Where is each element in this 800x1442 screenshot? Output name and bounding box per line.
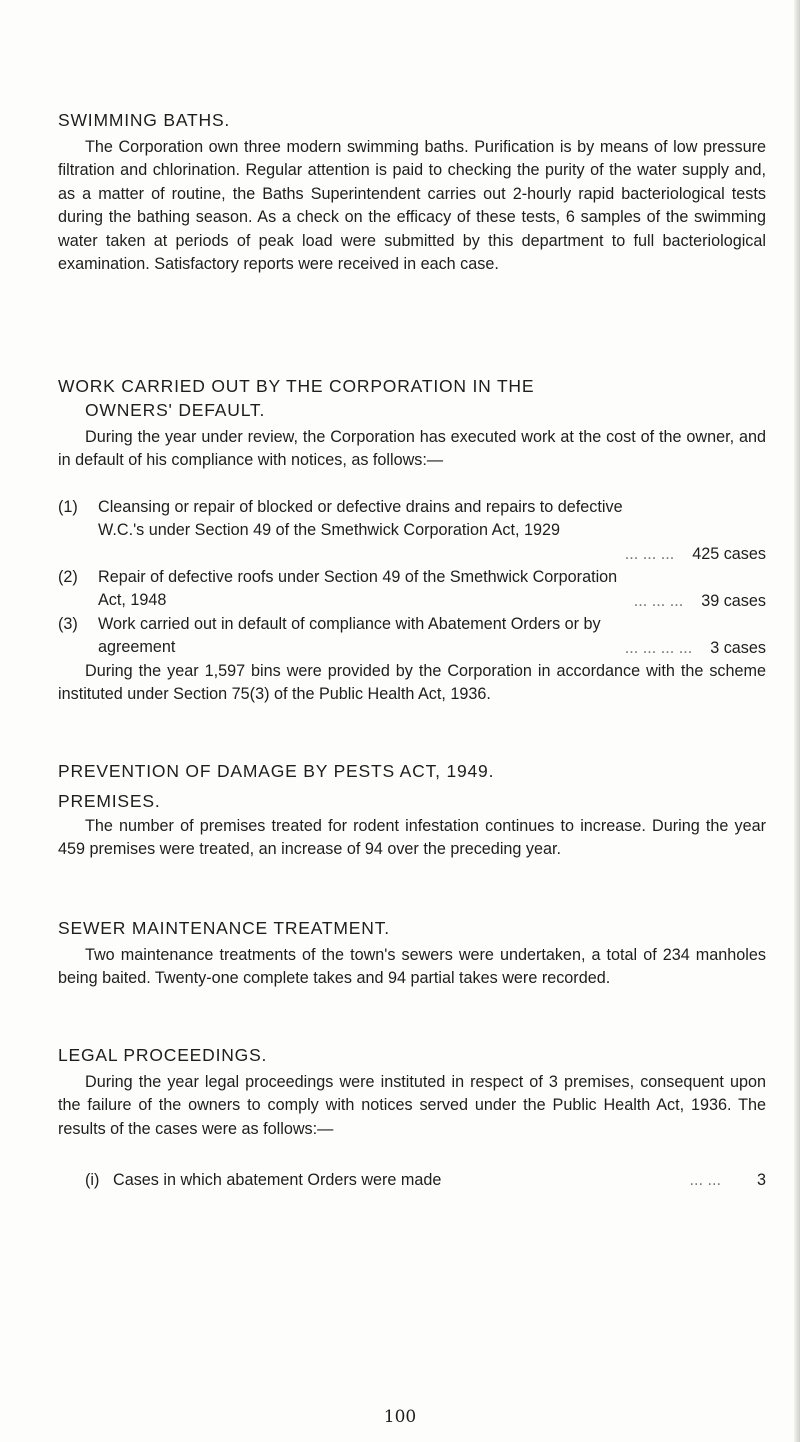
page-number: 100 (383, 1407, 417, 1427)
list-item-count: 3 (756, 1171, 766, 1189)
heading-legal-proceedings: LEGAL PROCEEDINGS. (58, 1045, 268, 1065)
leader-dots: ... ... (689, 1171, 721, 1189)
heading-pests-act: PREVENTION OF DAMAGE BY PESTS ACT, 1949. (58, 761, 495, 781)
para-swimming-baths: The Corporation own three modern swimming baths. Purification is by means of low pressure filtration and chlorination. Regular attention is paid to checking the purity of the water supply and, as a matter of routine, the Baths Superintendent carries out 2-hourly rapid bacteriological tests during the bathing season. As a check on the efficacy of these tests, 6 samples of the swimming water taken at periods of peak load were submitted by this department to full bacteriological examination. Satisfactory reports were received in each case. (58, 138, 766, 274)
list-item-number: (i) (85, 1171, 100, 1189)
heading-work-carried-out-line2: OWNERS' DEFAULT. (85, 400, 266, 420)
list-item-text: Cases in which abatement Orders were made (113, 1171, 442, 1189)
list-item-value (625, 543, 766, 566)
para-bins: During the year 1,597 bins were provided by the Corporation in accordance with the scheme instituted under Section 75(3) of the Public Health Act, 1936. (58, 662, 766, 704)
page-edge-shadow (794, 0, 800, 1442)
heading-work-carried-out-line1: WORK CARRIED OUT BY THE CORPORATION IN THE (58, 376, 535, 396)
list-item-value (625, 637, 766, 660)
list-item-count: 39 cases (701, 592, 766, 610)
para-sewer: Two maintenance treatments of the town's sewers were undertaken, a total of 234 manholes being baited. Twenty-one complete takes and 94 partial takes were recorded. (58, 946, 766, 988)
heading-sewer-maintenance: SEWER MAINTENANCE TREATMENT. (58, 918, 390, 938)
list-item-number: (2) (58, 568, 78, 586)
leader-dots: ... ... ... (633, 592, 684, 610)
subheading-premises: PREMISES. (58, 791, 161, 811)
list-item-value (634, 590, 766, 613)
list-item-number: (3) (58, 615, 78, 633)
list-item-text: Repair of defective roofs under Section 49 of the Smethwick Corporation Act, 1948 (98, 568, 618, 610)
para-work-intro: During the year under review, the Corporation has executed work at the cost of the owner, and in default of his compliance with notices, as follows:— (58, 428, 766, 470)
list-item-text: Work carried out in default of compliance with Abatement Orders or by agreement (98, 615, 601, 657)
heading-swimming-baths: SWIMMING BATHS. (58, 110, 231, 130)
leader-dots: ... ... ... (624, 545, 675, 563)
list-item-text: Cleansing or repair of blocked or defective drains and repairs to defective W.C.'s under Section 49 of the Smethwick Corporation Act, 1929 (98, 498, 623, 540)
list-item-value (690, 1169, 766, 1192)
list-item-number: (1) (58, 498, 78, 516)
para-legal: During the year legal proceedings were instituted in respect of 3 premises, consequent upon the failure of the owners to comply with notices served under the Public Health Act, 1936. The results of the cases were as follows:— (58, 1073, 766, 1138)
leader-dots: ... ... ... ... (624, 639, 693, 657)
list-item-count: 425 cases (692, 545, 766, 563)
list-item-count: 3 cases (710, 639, 766, 657)
para-premises: The number of premises treated for rodent infestation continues to increase. During the year 459 premises were treated, an increase of 94 over the preceding year. (58, 817, 766, 859)
